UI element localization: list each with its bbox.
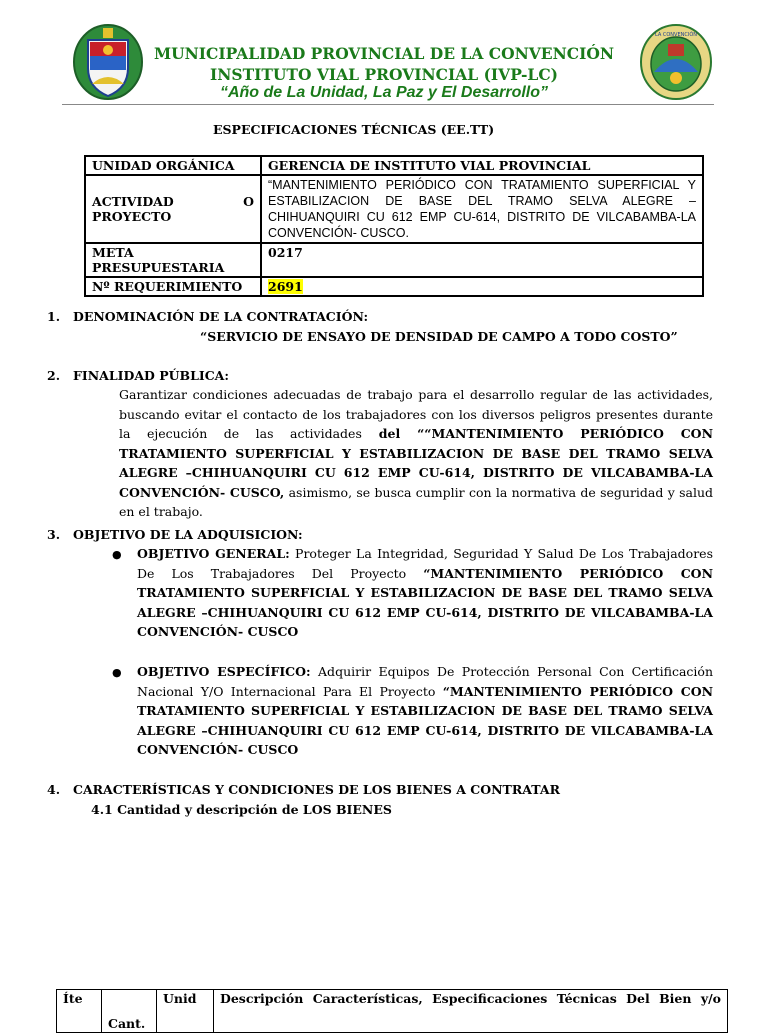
year-motto: “Año de La Unidad, La Paz y El Desarrollo” — [219, 84, 549, 101]
info-table — [84, 155, 704, 297]
bullet-especifico: ● — [112, 666, 122, 679]
actividad-label: ACTIVIDAD O PROYECTO — [85, 175, 261, 243]
meta-value: 0217 — [261, 243, 703, 277]
section-1-number: 1. — [47, 309, 61, 324]
actividad-cell — [261, 175, 703, 243]
section-4-heading — [47, 782, 560, 797]
section-1-heading — [47, 309, 368, 324]
institute-name: INSTITUTO VIAL PROVINCIAL (IVP-LC) — [209, 65, 559, 84]
section-4-title: CARACTERÍSTICAS Y CONDICIONES DE LOS BIENES A CONTRATAR — [73, 782, 560, 797]
objetivo-especifico-project: “MANTENIMIENTO PERIÓDICO CON TRATAMIENTO SUPERFICIAL Y ESTABILIZACION DE BASE DEL TRAMO SELVA ALEGRE –CHIHUANQUIRI CU 612 EMP CU-614, DISTRITO DE VILCABAMBA-LA CONVENCIÓN- CUSCO — [137, 683, 714, 757]
seal-text: LA CONVENCIÓN — [654, 32, 698, 38]
objetivo-general-text: Proteger La Integridad, Seguridad Y Salud De Los Trabajadores De Los Trabajadores Del Proyecto — [137, 546, 713, 581]
section-4-1-heading: 4.1 Cantidad y descripción de LOS BIENES — [91, 802, 392, 817]
bullet-general: ● — [112, 548, 122, 561]
objetivo-especifico-label: OBJETIVO ESPECÍFICO: — [137, 664, 311, 679]
section-2-paragraph — [119, 385, 713, 522]
info-row-actividad — [85, 175, 703, 243]
requerimiento-value: 2691 — [268, 279, 303, 294]
meta-label: META PRESUPUESTARIA — [85, 243, 261, 277]
items-col-item: Íte — [57, 990, 102, 1033]
section-2-number: 2. — [47, 368, 61, 383]
info-row-unidad — [85, 156, 703, 175]
objetivo-general-label: OBJETIVO GENERAL: — [137, 546, 290, 561]
objetivo-especifico-text: Adquirir Equipos De Protección Personal Con Certificación Nacional Y/O Internacional Para El Proyecto — [137, 664, 713, 699]
items-col-descripcion: Descripción Características, Especificaciones Técnicas Del Bien y/o — [214, 990, 728, 1033]
items-table — [56, 989, 728, 1033]
section-1-text: “SERVICIO DE ENSAYO DE DENSIDAD DE CAMPO A TODO COSTO” — [200, 329, 678, 344]
section-2-text-c: asimismo, se busca cumplir con la normativa de seguridad y salud en el trabajo. — [119, 484, 713, 519]
objetivo-especifico — [137, 662, 713, 760]
info-row-requerimiento — [85, 277, 703, 296]
unidad-label: UNIDAD ORGÁNICA — [85, 156, 261, 175]
section-2-text-a: Garantizar condiciones adecuadas de trabajo para el desarrollo regular de las actividades, buscando evitar el contacto de los trabajadores con los diversos peligros presentes durante la ejecución de las actividades — [119, 387, 713, 441]
items-header-row — [57, 990, 728, 1033]
section-3-heading — [47, 527, 303, 542]
section-3-title: OBJETIVO DE LA ADQUISICION: — [73, 527, 303, 542]
items-col-unid: Unid — [157, 990, 214, 1033]
objetivo-general-project: “MANTENIMIENTO PERIÓDICO CON TRATAMIENTO SUPERFICIAL Y ESTABILIZACION DE BASE DEL TRAMO SELVA ALEGRE –CHIHUANQUIRI CU 612 EMP CU-614, DISTRITO DE VILCABAMBA-LA CONVENCIÓN- CUSCO — [137, 565, 713, 639]
section-1-title: DENOMINACIÓN DE LA CONTRATACIÓN: — [73, 309, 369, 324]
section-4-number: 4. — [47, 782, 61, 797]
objetivo-general — [137, 544, 713, 642]
municipality-name: MUNICIPALIDAD PROVINCIAL DE LA CONVENCIÓN — [153, 44, 615, 63]
unidad-value: GERENCIA DE INSTITUTO VIAL PROVINCIAL — [261, 156, 703, 175]
section-2-text-b: del ““MANTENIMIENTO PERIÓDICO CON TRATAMIENTO SUPERFICIAL Y ESTABILIZACION DE BASE DEL TRAMO SELVA ALEGRE –CHIHUANQUIRI CU 612 EMP CU-614, DISTRITO DE VILCABAMBA-LA CONVENCIÓN- CUSCO, — [119, 426, 713, 500]
items-col-cant: Cant. — [102, 990, 157, 1033]
requerimiento-label: Nº REQUERIMIENTO — [85, 277, 261, 296]
section-2-title: FINALIDAD PÚBLICA: — [73, 368, 229, 383]
section-2-heading — [47, 368, 229, 383]
header-divider — [62, 104, 714, 105]
actividad-value: “MANTENIMIENTO PERIÓDICO CON TRATAMIENTO SUPERFICIAL Y ESTABILIZACION DE BASE DEL TRAMO SELVA ALEGRE –CHIHUANQUIRI CU 612 EMP CU-614, DISTRITO DE VILCABAMBA-LA CONVENCIÓN- CUSCO. — [268, 178, 696, 240]
section-3-number: 3. — [47, 527, 61, 542]
document-title: ESPECIFICACIONES TÉCNICAS (EE.TT) — [213, 122, 495, 137]
requerimiento-cell — [261, 277, 703, 296]
info-row-meta — [85, 243, 703, 277]
